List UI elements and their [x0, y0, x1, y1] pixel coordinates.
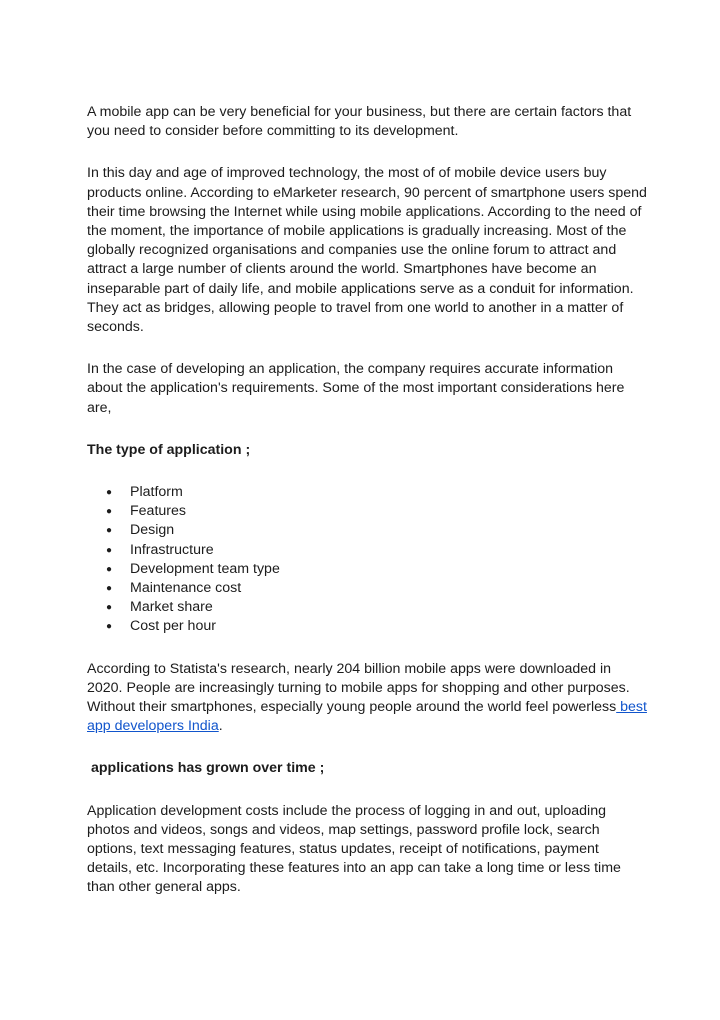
list-item: ● Features: [87, 502, 647, 521]
best-app-developers-link[interactable]: best app developers India: [87, 698, 647, 735]
technology-paragraph: In this day and age of improved technology, the most of of mobile device users buy products online. According to eMarketer research, 90 percent of smartphone users spend their time browsing the Internet while using mobile applications. According to the need of the moment, the importance of mobile applications is gradually increasing. Most of the globally recognized organisations and companies use the online forum to attract and attract a large number of clients around the world. Smartphones have become an inseparable part of daily life, and mobile applications serve as a conduit for information. They act as bridges, allowing people to travel from one world to another in a matter of seconds.: [87, 165, 647, 336]
list-item: ● Market share: [87, 598, 647, 617]
bullet-icon: ●: [106, 487, 113, 499]
growth-heading: applications has grown over time ;: [91, 760, 325, 777]
requirements-paragraph: In the case of developing an application, the company requires accurate information about the application's requirements. Some of the most important considerations here are,: [87, 361, 625, 416]
document-body: [87, 103, 647, 898]
bullet-icon: ●: [106, 621, 113, 633]
bullet-icon: ●: [106, 506, 113, 518]
bullet-icon: ●: [106, 525, 113, 537]
development-costs-paragraph: Application development costs include the process of logging in and out, uploading photos and videos, songs and videos, map settings, password profile lock, search options, text messaging features, status updates, receipt of notifications, payment details, etc. Incorporating these features into an app can take a long time or less time than other general apps.: [87, 802, 621, 896]
bullet-icon: ●: [106, 602, 113, 614]
statista-paragraph: According to Statista's research, nearly 204 billion mobile apps were downloaded in 2020. People are increasingly turning to mobile apps for shopping and other purposes. Without their smartphones, especially young people around the world feel powerless best app developers India.: [87, 660, 647, 735]
intro-paragraph: A mobile app can be very beneficial for your business, but there are certain factors that you need to consider before committing to its development.: [87, 104, 632, 140]
application-type-heading: The type of application ;: [87, 441, 251, 458]
list-item: ● Infrastructure: [87, 541, 647, 560]
list-item: ● Development team type: [87, 560, 647, 579]
bullet-icon: ●: [106, 544, 113, 556]
bullet-icon: ●: [106, 563, 113, 575]
list-item: ● Maintenance cost: [87, 579, 647, 598]
bullet-icon: ●: [106, 582, 113, 594]
list-item: ● Cost per hour: [87, 617, 647, 636]
features-list: [87, 483, 647, 637]
list-item: ● Design: [87, 521, 647, 540]
list-item: ● Platform: [87, 483, 647, 502]
